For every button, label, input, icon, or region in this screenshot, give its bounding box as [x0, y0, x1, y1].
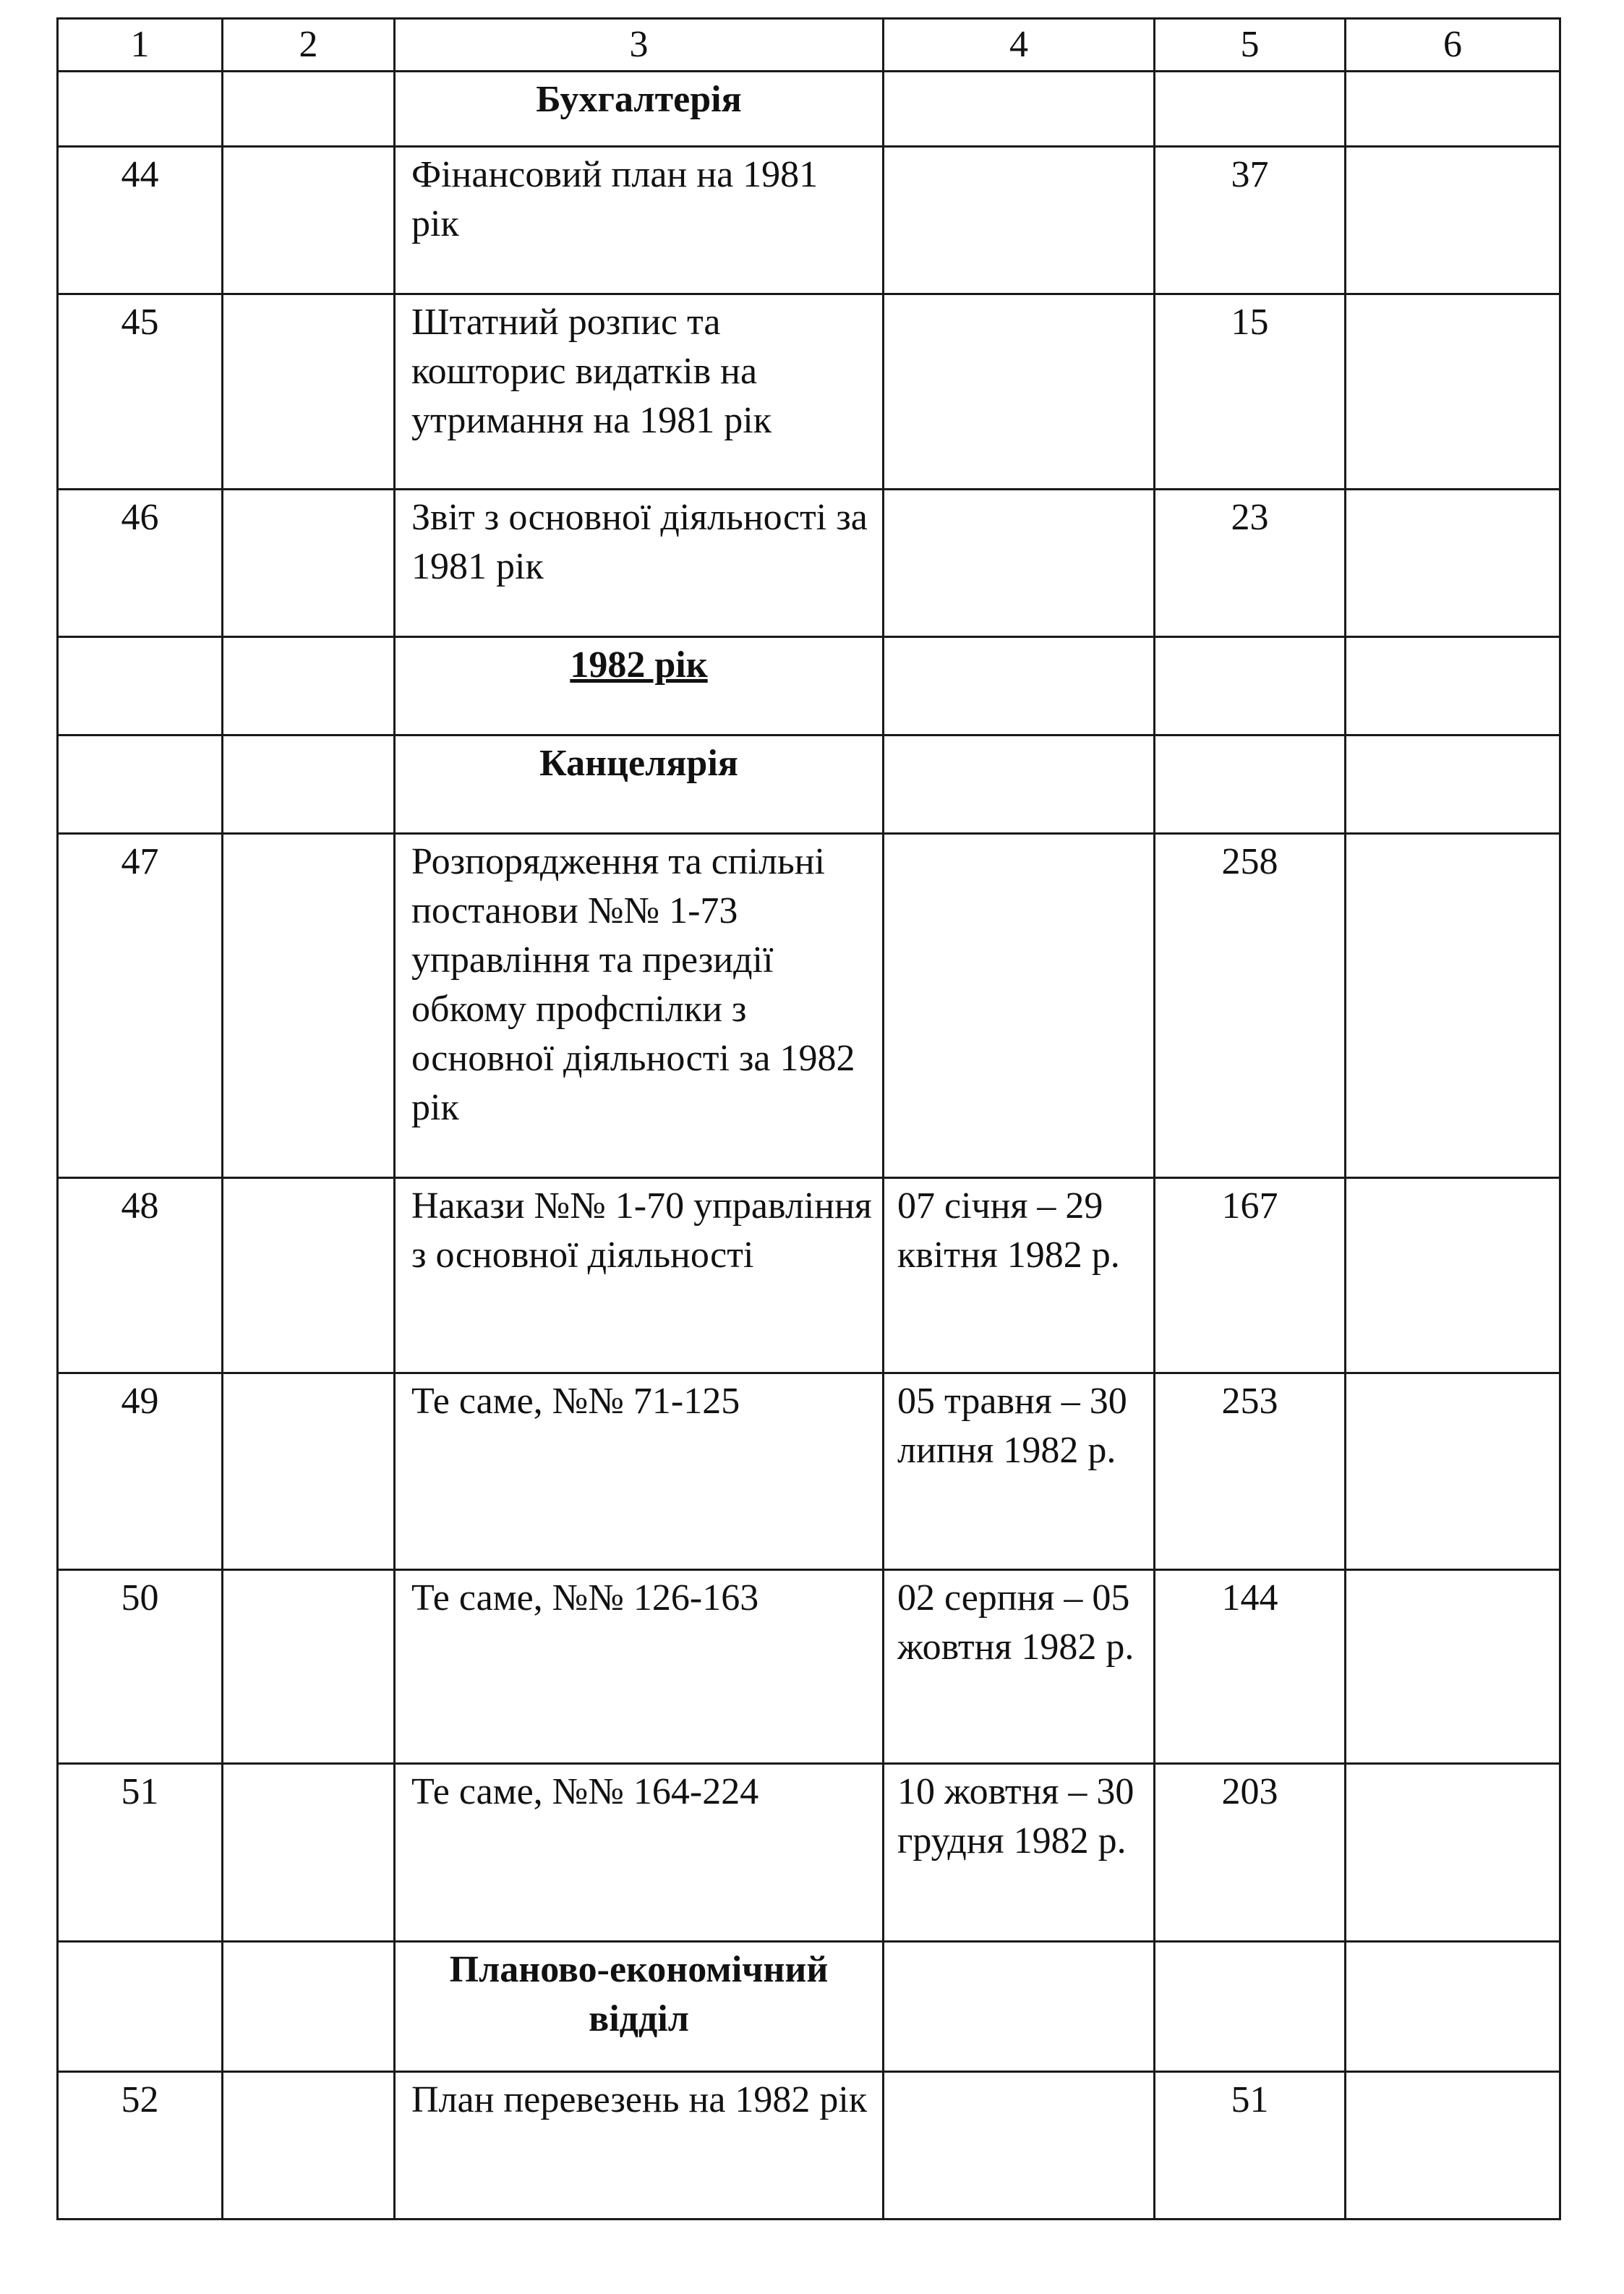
item-number: 44 — [58, 147, 223, 294]
column-header-6: 6 — [1346, 19, 1560, 72]
item-pages: 144 — [1155, 1570, 1346, 1764]
cell-col2 — [223, 1942, 395, 2072]
table-row — [58, 1178, 1560, 1373]
cell-pages — [1155, 72, 1346, 147]
cell-pages — [1155, 1942, 1346, 2072]
item-date: 02 серпня – 05 жовтня 1982 р. — [884, 1570, 1155, 1764]
cell-notes — [1346, 1373, 1560, 1570]
section-heading: Канцелярія — [539, 743, 738, 784]
cell-col2 — [223, 834, 395, 1178]
item-pages: 258 — [1155, 834, 1346, 1178]
item-pages: 15 — [1155, 294, 1346, 490]
item-date — [884, 490, 1155, 637]
cell-col2 — [223, 1373, 395, 1570]
table-row — [58, 834, 1560, 1178]
table-row — [58, 147, 1560, 294]
cell-number — [58, 1942, 223, 2072]
year-heading: 1982 рік — [570, 644, 708, 686]
item-number: 45 — [58, 294, 223, 490]
table-row — [58, 1570, 1560, 1764]
cell-notes — [1346, 147, 1560, 294]
table-row — [58, 1764, 1560, 1942]
table-row — [58, 1373, 1560, 1570]
inventory-table-body — [58, 19, 1560, 2220]
cell-col2 — [223, 490, 395, 637]
cell-date — [884, 735, 1155, 834]
item-pages: 253 — [1155, 1373, 1346, 1570]
item-number: 46 — [58, 490, 223, 637]
item-number: 47 — [58, 834, 223, 1178]
section-heading: Бухгалтерія — [536, 79, 742, 120]
cell-pages — [1155, 637, 1346, 735]
item-date — [884, 294, 1155, 490]
cell-notes — [1346, 834, 1560, 1178]
section-row — [58, 735, 1560, 834]
item-title: Те саме, №№ 71-125 — [395, 1373, 884, 1570]
item-number: 48 — [58, 1178, 223, 1373]
item-number: 51 — [58, 1764, 223, 1942]
item-pages: 37 — [1155, 147, 1346, 294]
cell-pages — [1155, 735, 1346, 834]
cell-notes — [1346, 1570, 1560, 1764]
section-row — [58, 637, 1560, 735]
column-header-2: 2 — [223, 19, 395, 72]
cell-notes — [1346, 1178, 1560, 1373]
cell-date — [884, 637, 1155, 735]
cell-col2 — [223, 2072, 395, 2220]
item-title: План перевезень на 1982 рік — [395, 2072, 884, 2220]
cell-number — [58, 735, 223, 834]
item-title: Звіт з основної діяльності за 1981 рік — [395, 490, 884, 637]
item-number: 50 — [58, 1570, 223, 1764]
section-row — [58, 72, 1560, 147]
item-title: Штатний розпис та кошторис видатків на утримання на 1981 рік — [395, 294, 884, 490]
item-number: 52 — [58, 2072, 223, 2220]
section-title — [395, 72, 884, 147]
cell-col2 — [223, 1570, 395, 1764]
cell-col2 — [223, 147, 395, 294]
item-date — [884, 147, 1155, 294]
cell-date — [884, 72, 1155, 147]
cell-col2 — [223, 637, 395, 735]
cell-notes — [1346, 2072, 1560, 2220]
section-title — [395, 1942, 884, 2072]
item-pages: 167 — [1155, 1178, 1346, 1373]
item-pages: 23 — [1155, 490, 1346, 637]
item-date: 10 жовтня – 30 грудня 1982 р. — [884, 1764, 1155, 1942]
cell-notes — [1346, 72, 1560, 147]
item-title: Накази №№ 1-70 управління з основної діяльності — [395, 1178, 884, 1373]
item-pages: 51 — [1155, 2072, 1346, 2220]
column-header-3: 3 — [395, 19, 884, 72]
cell-col2 — [223, 72, 395, 147]
item-title: Розпорядження та спільні постанови №№ 1-73 управління та президії обкому профспілки з основної діяльності за 1982 рік — [395, 834, 884, 1178]
section-heading: Планово-економічний відділ — [449, 1949, 829, 2039]
column-header-row — [58, 19, 1560, 72]
column-header-4: 4 — [884, 19, 1155, 72]
item-pages: 203 — [1155, 1764, 1346, 1942]
inventory-table — [56, 17, 1561, 2220]
item-title: Те саме, №№ 126-163 — [395, 1570, 884, 1764]
table-row — [58, 294, 1560, 490]
section-title — [395, 637, 884, 735]
cell-notes — [1346, 637, 1560, 735]
item-date: 05 травня – 30 липня 1982 р. — [884, 1373, 1155, 1570]
cell-number — [58, 637, 223, 735]
table-row — [58, 2072, 1560, 2220]
cell-col2 — [223, 1178, 395, 1373]
item-date: 07 січня – 29 квітня 1982 р. — [884, 1178, 1155, 1373]
section-title — [395, 735, 884, 834]
cell-notes — [1346, 294, 1560, 490]
cell-notes — [1346, 1764, 1560, 1942]
section-row — [58, 1942, 1560, 2072]
item-date — [884, 2072, 1155, 2220]
cell-number — [58, 72, 223, 147]
item-title: Те саме, №№ 164-224 — [395, 1764, 884, 1942]
column-header-1: 1 — [58, 19, 223, 72]
cell-notes — [1346, 490, 1560, 637]
cell-col2 — [223, 1764, 395, 1942]
item-title: Фінансовий план на 1981 рік — [395, 147, 884, 294]
cell-date — [884, 1942, 1155, 2072]
cell-col2 — [223, 735, 395, 834]
table-row — [58, 490, 1560, 637]
cell-notes — [1346, 1942, 1560, 2072]
item-date — [884, 834, 1155, 1178]
item-number: 49 — [58, 1373, 223, 1570]
cell-notes — [1346, 735, 1560, 834]
column-header-5: 5 — [1155, 19, 1346, 72]
cell-col2 — [223, 294, 395, 490]
